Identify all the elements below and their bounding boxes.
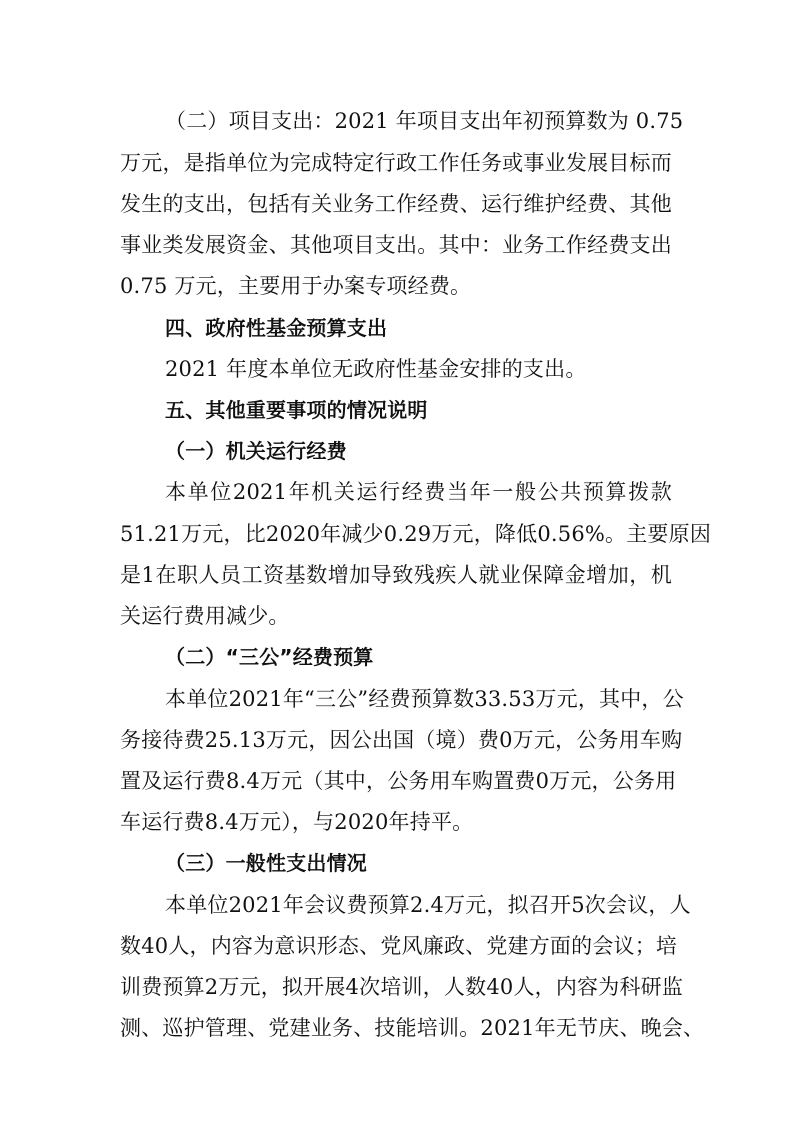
general-expenses-para-line-3: 训费预算2万元，拟开展4次培训，人数40人，内容为科研监 (120, 975, 684, 999)
general-expenses-para-line-1: 本单位2021年会议费预算2.4万元，拟召开5次会议，人 (165, 893, 691, 917)
project-expense-para-line-3: 发生的支出，包括有关业务工作经费、运行维护经费、其他 (120, 192, 672, 216)
operating-expenses-para-line-1: 本单位2021年机关运行经费当年一般公共预算拨款 (165, 480, 672, 504)
project-expense-para-line-2: 万元，是指单位为完成特定行政工作任务或事业发展目标而 (120, 151, 672, 175)
subheading-general-expenses: （三）一般性支出情况 (165, 851, 367, 875)
project-expense-para-line-1: （二）项目支出：2021 年项目支出年初预算数为 0.75 (165, 109, 684, 133)
subheading-operating-expenses: （一）机关运行经费 (165, 439, 347, 463)
project-expense-para-line-5: 0.75 万元，主要用于办案专项经费。 (120, 274, 472, 298)
operating-expenses-para-line-3: 是1在职人员工资基数增加导致残疾人就业保障金增加，机 (120, 563, 672, 587)
operating-expenses-para-line-2: 51.21万元，比2020年减少0.29万元，降低0.56%。主要原因 (120, 522, 712, 546)
general-expenses-para-line-4: 测、巡护管理、党建业务、技能培训。2021年无节庆、晚会、 (120, 1016, 705, 1040)
three-public-para-line-3: 置及运行费8.4万元（其中，公务用车购置费0万元，公务用 (120, 769, 677, 793)
government-fund-para: 2021 年度本单位无政府性基金安排的支出。 (165, 357, 587, 381)
three-public-para-line-1: 本单位2021年“三公”经费预算数33.53万元，其中，公 (165, 687, 684, 711)
project-expense-para-line-4: 事业类发展资金、其他项目支出。其中：业务工作经费支出 (120, 233, 672, 257)
section-heading-government-fund: 四、政府性基金预算支出 (165, 316, 388, 340)
section-heading-other-matters: 五、其他重要事项的情况说明 (165, 398, 428, 422)
operating-expenses-para-line-4: 关运行费用减少。 (120, 604, 290, 628)
general-expenses-para-line-2: 数40人，内容为意识形态、党风廉政、党建方面的会议；培 (120, 934, 678, 958)
subheading-three-public-expenses: （二）“三公”经费预算 (165, 645, 374, 669)
three-public-para-line-2: 务接待费25.13万元，因公出国（境）费0万元，公务用车购 (120, 728, 683, 752)
three-public-para-line-4: 车运行费8.4万元），与2020年持平。 (120, 810, 474, 834)
